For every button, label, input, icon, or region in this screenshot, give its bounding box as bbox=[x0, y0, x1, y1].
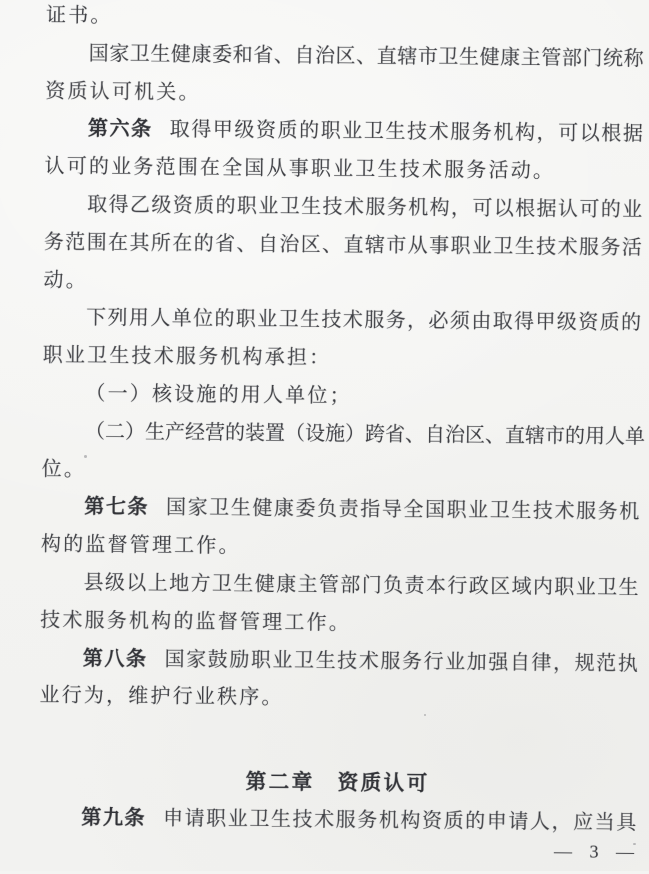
body-line bbox=[44, 186, 642, 230]
article-number-label: 第七条 bbox=[84, 496, 150, 519]
body-text: 申请职业卫生技术服务机构资质的申请人，应当具 bbox=[162, 807, 637, 834]
body-line bbox=[38, 799, 636, 843]
body-text: 职业卫生技术服务机构承担： bbox=[42, 344, 332, 370]
scan-speck bbox=[84, 455, 87, 458]
article-number-label: 第九条 bbox=[81, 806, 147, 830]
body-text: 构的监督管理工作。 bbox=[40, 533, 241, 558]
body-text: 业行为，维护行业秩序。 bbox=[39, 684, 284, 709]
body-text: 务范围在其所在的省、自治区、直辖市从事职业卫生技术服务活 bbox=[43, 231, 642, 259]
body-text: 取得乙级资质的职业卫生技术服务机构，可以根据认可的业 bbox=[87, 193, 643, 222]
body-text: 证书。 bbox=[45, 4, 113, 27]
body-line bbox=[40, 564, 638, 608]
body-text: 国家卫生健康委负责指导全国职业卫生技术服务机 bbox=[165, 496, 640, 524]
body-text: 取得甲级资质的职业卫生技术服务机构，可以根据 bbox=[169, 118, 644, 146]
body-line bbox=[46, 0, 644, 41]
article-number-label: 第六条 bbox=[87, 118, 153, 141]
body-line bbox=[41, 489, 639, 533]
body-line bbox=[45, 73, 643, 117]
list-item-line bbox=[42, 375, 640, 419]
body-line bbox=[41, 451, 639, 495]
body-text: 认可的业务范围在全国从事职业卫生技术服务活动。 bbox=[44, 155, 556, 183]
page-number: — 3 — bbox=[553, 841, 636, 862]
scan-speck bbox=[633, 843, 636, 845]
scan-speck bbox=[424, 714, 426, 716]
body-text: 县级以上地方卫生健康主管部门负责本行政区域内职业卫生 bbox=[83, 571, 639, 599]
body-text: 国家卫生健康委和省、自治区、直辖市卫生健康主管部门统称 bbox=[88, 42, 644, 70]
body-line bbox=[44, 148, 642, 192]
body-text: （一）核设施的用人单位； bbox=[85, 382, 352, 408]
article-number-label: 第八条 bbox=[82, 647, 148, 670]
body-text: 资质认可机关。 bbox=[45, 79, 201, 104]
body-text: （二）生产经营的装置（设施）跨省、自治区、直辖市的用人单 bbox=[84, 420, 646, 448]
body-text: 国家鼓励职业卫生技术服务行业加强自律，规范执 bbox=[164, 648, 638, 675]
body-line bbox=[40, 602, 638, 646]
chapter-heading: 第二章 资质认可 bbox=[245, 770, 430, 796]
body-text: 技术服务机构的监督管理工作。 bbox=[40, 609, 352, 635]
body-text: 位。 bbox=[41, 457, 87, 481]
body-line bbox=[40, 640, 638, 684]
list-item-line bbox=[42, 413, 646, 457]
body-line bbox=[45, 35, 643, 79]
body-line bbox=[41, 526, 639, 570]
body-line bbox=[43, 262, 641, 306]
body-line bbox=[39, 678, 637, 722]
body-text: 下列用人单位的职业卫生技术服务，必须由取得甲级资质的 bbox=[86, 307, 642, 335]
body-line bbox=[44, 224, 642, 268]
body-line bbox=[43, 300, 641, 344]
body-line bbox=[45, 111, 643, 155]
body-line bbox=[43, 337, 641, 381]
body-text: 动。 bbox=[43, 268, 88, 292]
